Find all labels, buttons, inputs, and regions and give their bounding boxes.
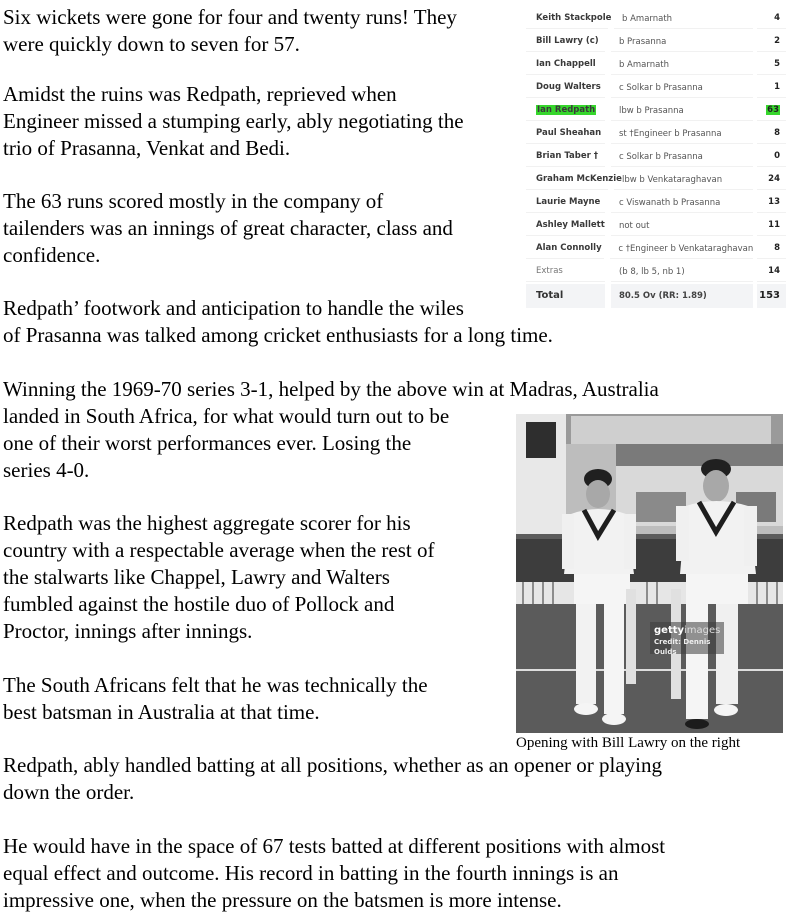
- runs: 24: [757, 168, 786, 190]
- dismissal: b Amarnath: [614, 7, 753, 29]
- runs: 4: [757, 7, 786, 29]
- text-line: Proctor, innings after innings.: [3, 619, 253, 643]
- scorecard-row: [526, 167, 786, 190]
- batter-name: Keith Stackpole: [526, 7, 608, 29]
- photo-caption: Opening with Bill Lawry on the right: [516, 735, 741, 751]
- text-line: He would have in the space of 67 tests batted at different positions with almost: [3, 834, 666, 858]
- scorecard-row: [526, 75, 786, 98]
- text-line: landed in South Africa, for what would turn out to be: [3, 404, 450, 428]
- scorecard-row: [526, 213, 786, 236]
- text-line: The South Africans felt that he was technically the: [3, 673, 428, 697]
- runs: 2: [757, 30, 786, 52]
- scorecard-row: [526, 6, 786, 29]
- text-line: series 4-0.: [3, 458, 90, 482]
- batting-scorecard: [526, 6, 786, 309]
- text-line: Winning the 1969-70 series 3-1, helped by the above win at Madras, Australia: [3, 377, 659, 401]
- cricket-photo: [516, 414, 783, 733]
- batter-name: Bill Lawry (c): [526, 30, 605, 52]
- text-line: trio of Prasanna, Venkat and Bedi.: [3, 136, 291, 160]
- dismissal: not out: [611, 214, 753, 236]
- runs: 11: [757, 214, 786, 236]
- text-line: Amidst the ruins was Redpath, reprieved when: [3, 82, 397, 106]
- text-line: Six wickets were gone for four and twenty runs! They: [3, 5, 457, 29]
- text-line: Redpath was the highest aggregate scorer for his: [3, 511, 411, 535]
- total-label: Total: [526, 284, 605, 308]
- total-runs: 153: [757, 284, 786, 308]
- runs: [757, 99, 786, 121]
- article-paragraph-7: [3, 672, 428, 726]
- text-line: Redpath’ footwork and anticipation to handle the wiles: [3, 296, 464, 320]
- text-line: one of their worst performances ever. Losing the: [3, 431, 412, 455]
- total-overs: 80.5 Ov (RR: 1.89): [611, 284, 753, 308]
- text-line: Redpath, ably handled batting at all positions, whether as an opener or playing: [3, 753, 662, 777]
- dismissal: st †Engineer b Prasanna: [611, 122, 753, 144]
- dismissal: c Solkar b Prasanna: [611, 145, 753, 167]
- scorecard-row: [526, 144, 786, 167]
- dismissal: b Prasanna: [611, 30, 753, 52]
- text-line: impressive one, when the pressure on the batsmen is more intense.: [3, 888, 562, 912]
- dismissal: lbw b Venkataraghavan: [614, 168, 753, 190]
- scorecard-row: [526, 236, 786, 259]
- article-paragraph-1: [3, 4, 457, 58]
- text-line: The 63 runs scored mostly in the company of: [3, 189, 384, 213]
- runs: 0: [757, 145, 786, 167]
- batter-name: Alan Connolly: [526, 237, 604, 259]
- dismissal: c Solkar b Prasanna: [611, 76, 753, 98]
- dismissal: b Amarnath: [611, 53, 753, 75]
- article-paragraph-8: [3, 752, 662, 806]
- runs: 5: [757, 53, 786, 75]
- highlighted-batter-name: Ian Redpath: [537, 104, 596, 115]
- scorecard-extras-row: [526, 259, 786, 282]
- runs: 8: [757, 122, 786, 144]
- batter-name: [526, 99, 605, 121]
- batter-name: Brian Taber †: [526, 145, 605, 167]
- batter-name: Paul Sheahan: [526, 122, 605, 144]
- extras-detail: (b 8, lb 5, nb 1): [611, 260, 753, 282]
- text-line: country with a respectable average when the rest of: [3, 538, 435, 562]
- article-paragraph-4: [3, 295, 553, 349]
- batter-name: Ashley Mallett: [526, 214, 605, 236]
- scorecard-row-highlighted: [526, 98, 786, 121]
- article-paragraph-9: [3, 833, 665, 914]
- runs: 1: [757, 76, 786, 98]
- article-paragraph-2: [3, 81, 464, 162]
- article-paragraph-3: [3, 188, 453, 269]
- text-line: the stalwarts like Chappel, Lawry and Walters: [3, 565, 390, 589]
- scorecard-row: [526, 121, 786, 144]
- getty-watermark: [650, 622, 724, 654]
- runs: 13: [757, 191, 786, 213]
- dismissal: c †Engineer b Venkataraghavan: [610, 237, 753, 259]
- scorecard-total-row: [526, 283, 786, 309]
- text-line: Engineer missed a stumping early, ably negotiating the: [3, 109, 464, 133]
- text-line: of Prasanna was talked among cricket enthusiasts for a long time.: [3, 323, 553, 347]
- batter-name: Doug Walters: [526, 76, 605, 98]
- extras-runs: 14: [757, 260, 786, 282]
- text-line: fumbled against the hostile duo of Pollock and: [3, 592, 395, 616]
- batter-name: Graham McKenzie: [526, 168, 608, 190]
- highlighted-runs: 63: [767, 104, 779, 115]
- scorecard-row: [526, 29, 786, 52]
- text-line: down the order.: [3, 780, 135, 804]
- watermark-credit: Credit: Dennis Oulds: [654, 638, 711, 656]
- text-line: tailenders was an innings of great character, class and: [3, 216, 453, 240]
- photo-illustration: [516, 414, 783, 733]
- text-line: best batsman in Australia at that time.: [3, 700, 320, 724]
- dismissal: lbw b Prasanna: [611, 99, 753, 121]
- scorecard-row: [526, 52, 786, 75]
- text-line: equal effect and outcome. His record in batting in the fourth innings is an: [3, 861, 619, 885]
- batter-name: Laurie Mayne: [526, 191, 605, 213]
- article-paragraph-6: [3, 510, 434, 645]
- dismissal: c Viswanath b Prasanna: [611, 191, 753, 213]
- watermark-brand: gettyimages: [654, 625, 721, 636]
- text-line: were quickly down to seven for 57.: [3, 32, 300, 56]
- scorecard-row: [526, 190, 786, 213]
- batter-name: Ian Chappell: [526, 53, 605, 75]
- text-line: confidence.: [3, 243, 101, 267]
- runs: 8: [757, 237, 786, 259]
- extras-label: Extras: [526, 260, 605, 282]
